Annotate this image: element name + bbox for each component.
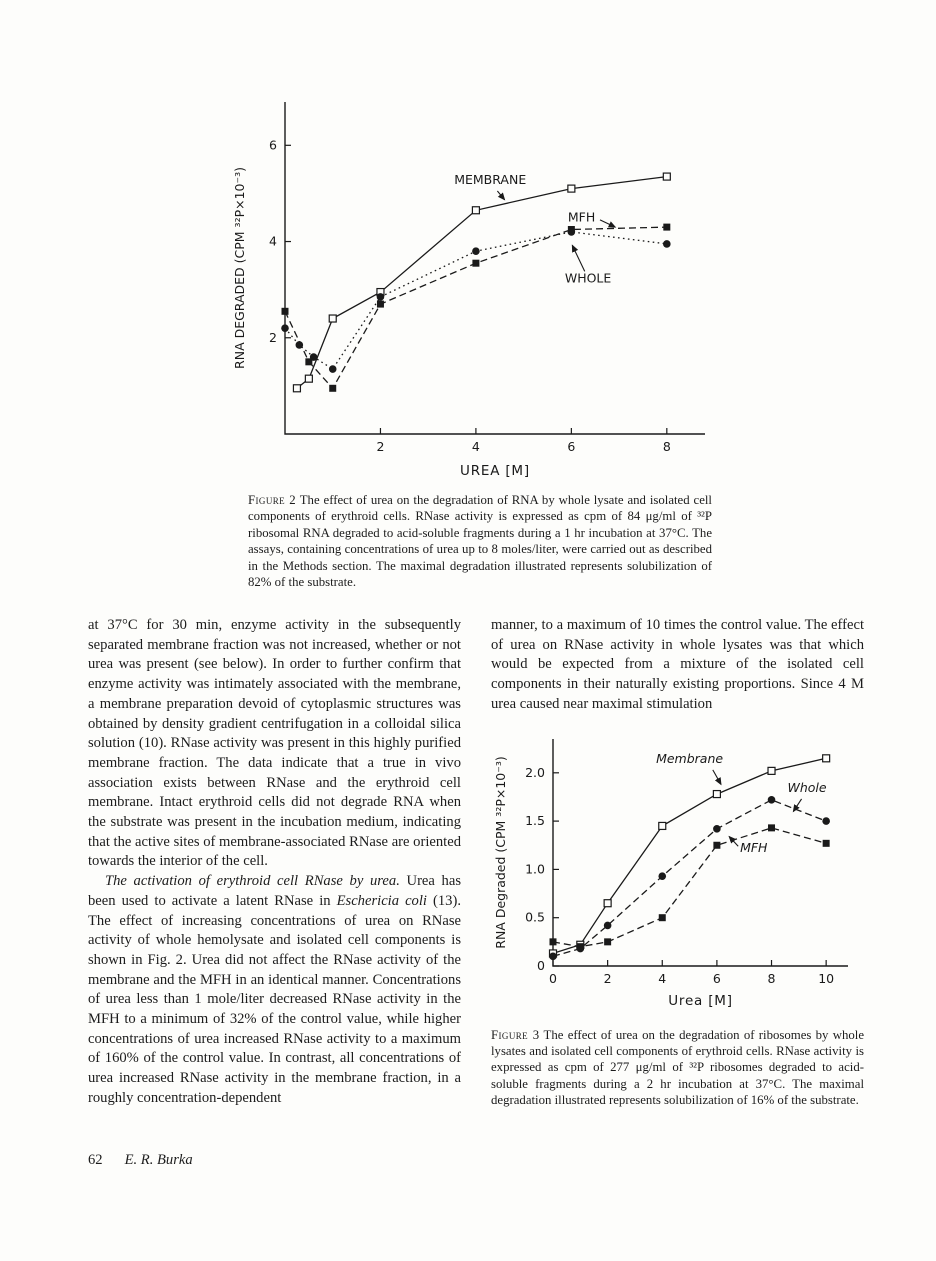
paragraph: manner, to a maximum of 10 times the control value. The effect of urea on RNase activity in whole lysates was that which would be expected from a mixture of the isolated cell components in their naturally existing proportions. Since 4 M urea caused near maximal stimulation: [491, 617, 864, 712]
svg-text:8: 8: [767, 970, 776, 986]
svg-text:8: 8: [662, 439, 671, 454]
page-number: 62: [88, 1152, 103, 1168]
figure-3: [491, 727, 864, 1017]
figure-2-caption-label: Figure 2: [248, 493, 297, 507]
svg-text:Membrane: Membrane: [656, 750, 724, 766]
svg-text:Whole: Whole: [787, 779, 827, 795]
figure-3-caption-label: Figure 3: [491, 1027, 540, 1042]
svg-text:MFH: MFH: [567, 209, 596, 225]
svg-text:Urea [M]: Urea [M]: [668, 992, 733, 1009]
page-footer: [88, 1152, 193, 1169]
svg-text:4: 4: [269, 233, 277, 249]
svg-text:6: 6: [712, 970, 721, 986]
svg-text:4: 4: [658, 970, 667, 986]
figure-2-caption-text: The effect of urea on the degradation of RNA by whole lysate and isolated cell components of erythroid cells. RNase activity is expressed as cpm of 84 μg/ml of ³²P ribosomal RNA degraded to acid-soluble fragments during a 1 hr incubation at 37°C. The assays, containing concentrations of urea up to 8 moles/liter, were carried out as described in the Methods section. The maximal degradation illustrated represents solubilization of 82% of the substrate.: [248, 493, 712, 590]
paragraph: at 37°C for 30 min, enzyme activity in the subsequently separated membrane fraction was not increased, whether or not urea was present (see below). In order to further confirm that enzyme activity was intimately associated with the membrane, a membrane preparation devoid of cytoplasmic structures was obtained by density gradient centrifugation in a colloidal silica solution (10). RNase activity was present in this highly purified membrane fraction. The data indicate that a true in vivo association exists between RNase and the erythroid cell membrane. Intact erythroid cells did not degrade RNA when the substrate was present in the incubation medium, indicating that the active sites of membrane-associated RNase are oriented towards the interior of the cell.: [88, 617, 461, 870]
svg-text:4: 4: [471, 439, 480, 454]
svg-text:UREA [M]: UREA [M]: [460, 463, 530, 479]
svg-text:2.0: 2.0: [525, 764, 545, 780]
paragraph-text: (13). The effect of increasing concentrations of urea on RNase activity of whole hemolysate and isolated cell components is shown in Fig. 2. Urea did not affect the RNase activity of the membrane and the MFH in an identical manner. Concentrations of urea less than 1 mole/liter decreased RNase activity in the MFH to a minimum of 32% of the control value, while higher concentrations of urea increased RNase activity to a maximum of 160% of the control value. In contrast, all concentrations of urea increased RNase activity in the membrane fraction, in a roughly concentration-dependent: [88, 892, 461, 1106]
svg-text:6: 6: [269, 137, 277, 153]
svg-text:WHOLE: WHOLE: [564, 270, 612, 286]
species-name-italic: Eschericia coli: [336, 892, 427, 909]
svg-text:MEMBRANE: MEMBRANE: [454, 171, 527, 187]
paragraph-text: Urea has been used to activate a latent RNase in: [88, 873, 462, 909]
svg-text:0.5: 0.5: [525, 909, 545, 925]
body-columns: [88, 616, 864, 1109]
figure-3-caption: [491, 1027, 864, 1109]
svg-text:6: 6: [567, 439, 576, 454]
svg-text:1.0: 1.0: [525, 860, 545, 876]
svg-text:0: 0: [537, 957, 545, 973]
left-column: [88, 616, 461, 1109]
running-author: E. R. Burka: [124, 1152, 193, 1168]
svg-text:0: 0: [549, 970, 557, 986]
figure-2-chart: [230, 92, 725, 482]
svg-text:1.5: 1.5: [525, 812, 545, 828]
svg-text:2: 2: [603, 970, 612, 986]
svg-text:MFH: MFH: [740, 839, 768, 855]
figure-3-caption-text: The effect of urea on the degradation of ribosomes by whole lysates and isolated cell components of erythroid cells. RNase activity is expressed as cpm of 277 μg/ml of ³²P ribosomes degraded to acid-soluble fragments during a 2 hr incubation at 37°C. The maximal degradation illustrated represents solubilization of 16% of the substrate.: [491, 1027, 864, 1108]
paragraph: [88, 872, 461, 1108]
figure-2: [230, 92, 725, 487]
svg-text:10: 10: [818, 970, 835, 986]
figure-2-caption: [248, 492, 712, 590]
paragraph-lead-italic: The activation of erythroid cell RNase by urea.: [105, 873, 400, 890]
svg-text:RNA DEGRADED (CPM ³²P×10⁻³): RNA DEGRADED (CPM ³²P×10⁻³): [232, 167, 247, 369]
right-column: [491, 616, 864, 1109]
svg-text:2: 2: [376, 439, 385, 454]
figure-3-chart: [491, 727, 866, 1012]
svg-text:2: 2: [269, 329, 277, 345]
svg-text:RNA Degraded (CPM ³²P×10⁻³): RNA Degraded (CPM ³²P×10⁻³): [493, 755, 508, 949]
